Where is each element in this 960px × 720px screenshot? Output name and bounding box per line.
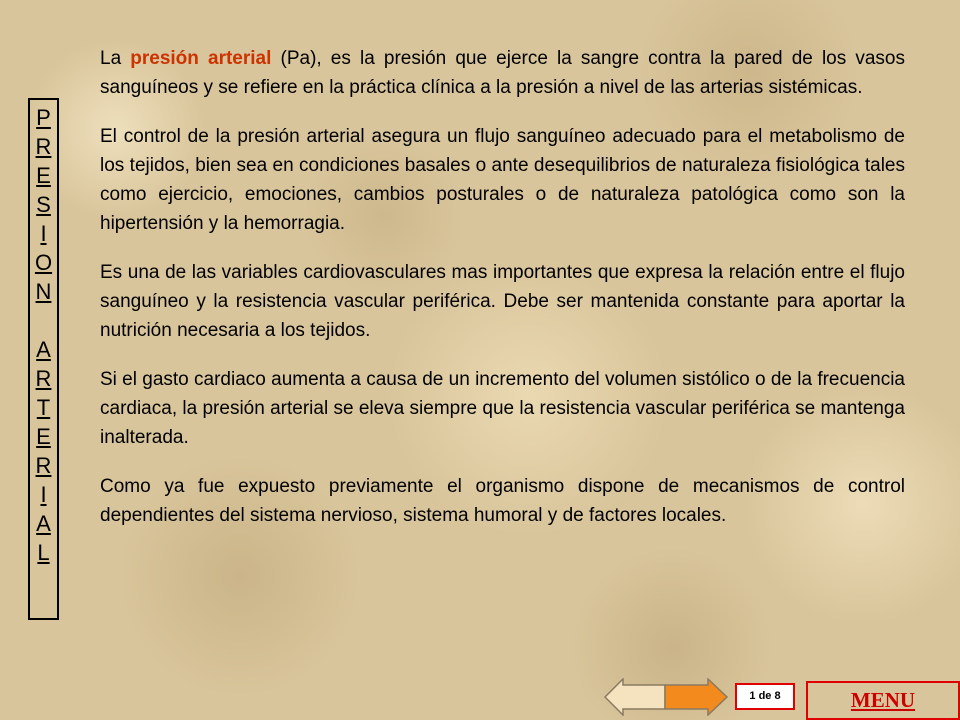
paragraph-2: El control de la presión arterial asegura un flujo sanguíneo adecuado para el metabolismo de los tejidos, bien sea en condiciones basales o ante desequilibrios de naturaleza fisiológica tales como ejercicio, emociones, cambios posturales o de naturaleza patológica como son la hipertensión y la hemorragia.: [100, 126, 905, 234]
title-letter: E: [36, 163, 51, 188]
paragraph-3: Es una de las variables cardiovasculares mas importantes que expresa la relación entre el flujo sanguíneo y la resistencia vascular periférica. Debe ser mantenida constante para aportar la nutrición necesaria a los tejidos.: [100, 262, 905, 341]
prev-arrow-icon[interactable]: [604, 678, 666, 716]
title-letter: O: [34, 250, 53, 275]
next-arrow-icon[interactable]: [664, 678, 728, 716]
p1-rest: (Pa), es la presión que ejerce la sangre contra la pared de los vasos sanguíneos y se refiere en la práctica clínica a la presión a nivel de las arterias sistémicas.: [100, 48, 906, 98]
title-letter: I: [40, 482, 47, 507]
p1-start: La: [100, 48, 131, 69]
title-letter: R: [35, 453, 52, 478]
paragraph-5: Como ya fue expuesto previamente el organismo dispone de mecanismos de control dependientes del sistema nervioso, sistema humoral y de factores locales.: [100, 476, 905, 526]
paragraph-1: [100, 44, 905, 102]
title-letter: P: [36, 105, 51, 130]
title-letter: A: [36, 337, 51, 362]
title-letter: R: [35, 366, 52, 391]
title-letter: N: [35, 279, 52, 304]
main-text: [100, 44, 905, 550]
menu-button[interactable]: [806, 681, 960, 720]
page-indicator: 1 de 8: [735, 683, 795, 710]
title-letter: S: [36, 192, 51, 217]
title-letter: A: [36, 511, 51, 536]
title-letter: T: [36, 395, 51, 420]
title-letter: L: [37, 540, 50, 565]
paragraph-4: Si el gasto cardiaco aumenta a causa de un incremento del volumen sistólico o de la frecuencia cardiaca, la presión arterial se eleva siempre que la resistencia vascular periférica se mantenga inalterada.: [100, 369, 905, 448]
title-letter: E: [36, 424, 51, 449]
menu-label[interactable]: MENU: [850, 688, 916, 712]
vertical-title: [28, 98, 59, 620]
highlight-term: presión arterial: [130, 48, 272, 69]
title-letter: R: [35, 134, 52, 159]
title-letter: I: [40, 221, 47, 246]
